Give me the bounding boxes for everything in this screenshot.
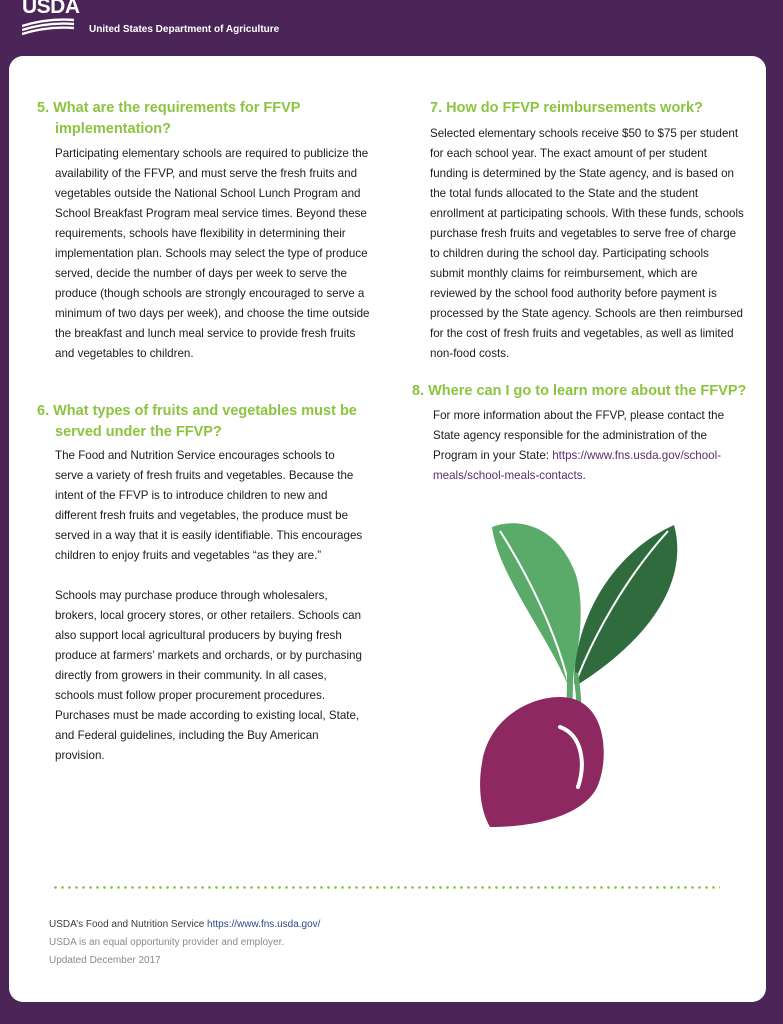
- dotted-divider: [52, 886, 720, 889]
- fns-website-link[interactable]: https://www.fns.usda.gov/: [207, 919, 321, 930]
- q7-body: [430, 124, 746, 364]
- q5-heading: 5. What are the requirements for FFVP implementation?: [37, 100, 301, 137]
- footer: [49, 916, 320, 970]
- q8-heading: 8. Where can I go to learn more about the FFVP?: [412, 383, 747, 399]
- q8-body: [433, 406, 751, 486]
- logo-text: USDA: [22, 0, 80, 18]
- q8-paragraph: For more information about the FFVP, please contact the State agency responsible for the administration of the Program in your State: https://www.fns.usda.gov/school-meals/school-meals-contacts.: [433, 409, 725, 482]
- beet-root-icon: [480, 697, 604, 827]
- logo-swoosh-icon: [22, 16, 76, 36]
- footer-line-1: USDA’s Food and Nutrition Service https://www.fns.usda.gov/: [49, 919, 321, 930]
- footer-line-2: USDA is an equal opportunity provider and employer.: [49, 937, 285, 948]
- beet-icon: [478, 515, 688, 830]
- header: [0, 0, 783, 56]
- department-name: United States Department of Agriculture: [89, 24, 280, 35]
- q5-body: [55, 144, 373, 364]
- leaf-light-icon: [492, 523, 581, 690]
- q7-paragraph: Selected elementary schools receive $50 to $75 per student for each school year. The exact amount of per student funding is determined by the State agency, and is based on the total funds allocated to the State and the student enrollment at participating schools. With these funds, schools purchase fresh fruits and vegetables to serve free of charge to children during the school day. Participating schools submit monthly claims for reimbursement, which are reviewed by the school food authority before payment is processed by the State agency. Schools are then reimbursed for the cost of fresh fruits and vegetables, as well as limited non-food costs.: [430, 127, 744, 360]
- q6-body: [55, 446, 365, 766]
- leaf-dark-icon: [574, 525, 677, 687]
- state-contacts-link[interactable]: https://www.fns.usda.gov/school-meals/school-meals-contacts: [433, 449, 722, 482]
- q6-heading: 6. What types of fruits and vegetables must be served under the FFVP?: [37, 403, 357, 440]
- q7-heading: 7. How do FFVP reimbursements work?: [430, 100, 703, 116]
- usda-logo[interactable]: [22, 0, 80, 38]
- q6-paragraph-2: Schools may purchase produce through wholesalers, brokers, local grocery stores, or other retailers. Schools can also support local agricultural producers by buying fresh produce at farmers’ markets and orchards, or by purchasing directly from growers in their community. In all cases, schools must follow proper procurement procedures. Purchases must be made according to existing local, State, and Federal guidelines, including the Buy American provision.: [55, 589, 362, 762]
- q5-paragraph: Participating elementary schools are required to publicize the availability of the FFVP, and must serve the fresh fruits and vegetables outside the National School Lunch Program and School Breakfast Program meal service times. Beyond these requirements, schools have flexibility in determining their implementation plan. Schools may select the type of produce served, decide the number of days per week to serve the produce (though schools are strongly encouraged to serve a minimum of two days per week), and choose the time outside the breakfast and lunch meal service to provide fresh fruits and vegetables to children.: [55, 147, 370, 360]
- q6-paragraph-1: The Food and Nutrition Service encourages schools to serve a variety of fresh fruits and vegetables. Because the intent of the FFVP is to introduce children to new and different fresh fruits and vegetables, the produce must be served in a way that it is easily identifiable. This encourages children to enjoy fruits and vegetables “as they are.”: [55, 449, 363, 562]
- footer-line-3: Updated December 2017: [49, 955, 161, 966]
